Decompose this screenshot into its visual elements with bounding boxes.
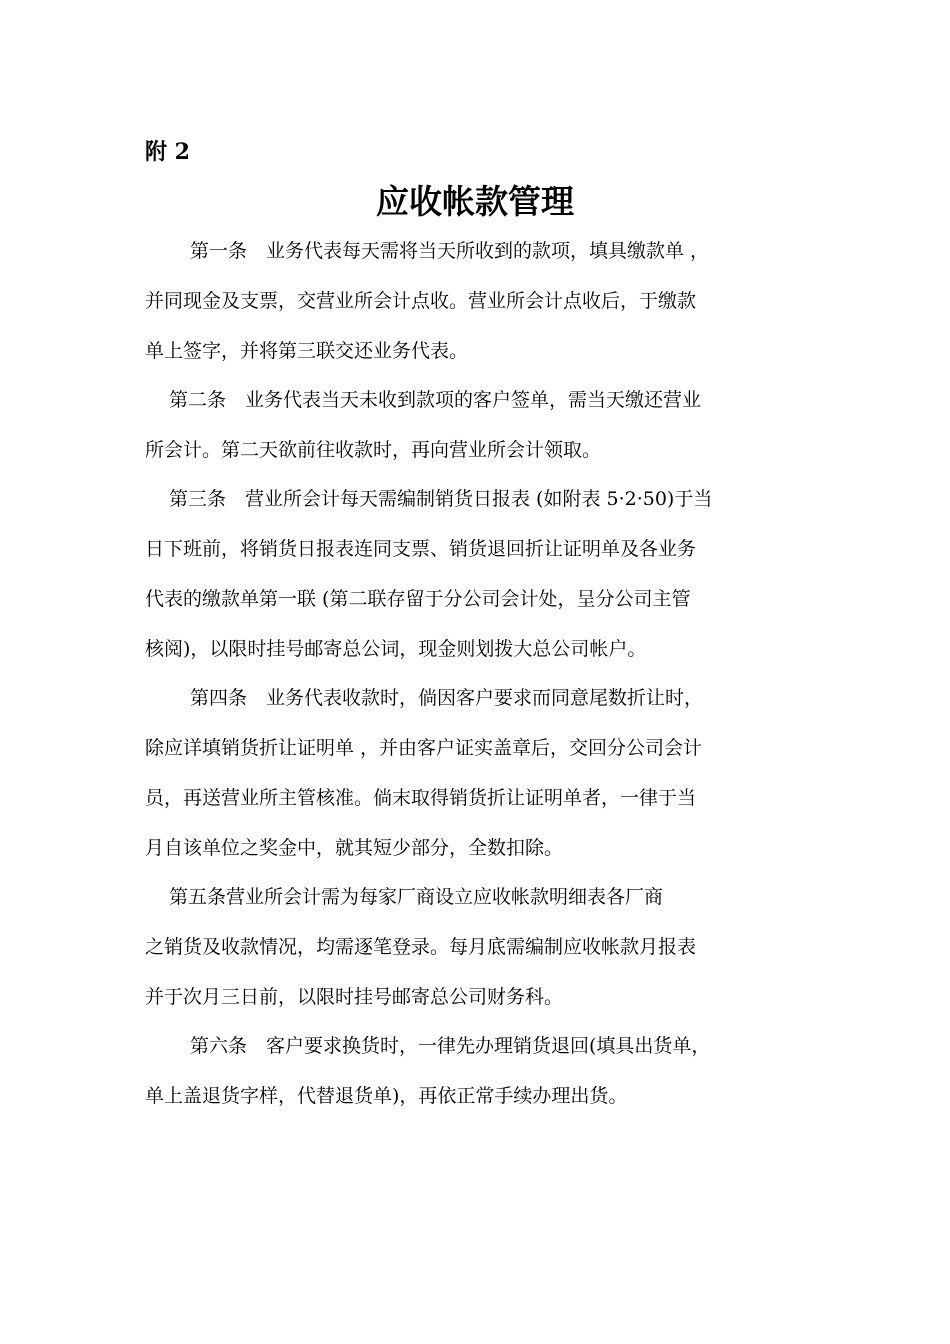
article-4-line-3: 员，再送营业所主管核准。倘末取得销货折让证明单者，一律于当: [145, 787, 697, 809]
annex-label: 附 2: [145, 139, 190, 165]
article-1-line-3: 单上签字，并将第三联交还业务代表。: [145, 340, 469, 362]
article-1-line-1: 第一条 业务代表每天需将当天所收到的款项，填具缴款单 ，: [190, 240, 710, 262]
article-3-line-3: 代表的缴款单第一联 (第二联存留于分公司会计处，呈分公司主管: [145, 588, 691, 610]
document-title: 应收帐款管理: [376, 182, 574, 221]
article-3-line-1: 第三条 营业所会计每天需编制销货日报表 (如附表 5·2·50)于当: [169, 488, 713, 510]
article-2-line-2: 所会计。第二天欲前往收款时，再向营业所会计领取。: [145, 439, 602, 461]
article-4-line-1: 第四条 业务代表收款时，倘因客户要求而同意尾数折让时，: [190, 687, 704, 709]
article-6-line-1: 第六条 客户要求换货时，一律先办理销货退回(填具出货单，: [190, 1035, 711, 1057]
article-5-line-1: 第五条营业所会计需为每家厂商设立应收帐款明细表各厂商: [169, 886, 664, 908]
article-6-line-2: 单上盖退货字样，代替退货单)，再依正常手续办理出货。: [145, 1085, 628, 1107]
article-1-line-2: 并同现金及支票，交营业所会计点收。营业所会计点收后，于缴款: [145, 290, 697, 312]
article-2-line-1: 第二条 业务代表当天未收到款项的客户签单，需当天缴还营业: [169, 389, 702, 411]
article-3-line-2: 日下班前，将销货日报表连同支票、销货退回折让证明单及各业务: [145, 538, 697, 560]
article-4-line-2: 除应详填销货折让证明单 ，并由客户证实盖章后，交回分公司会计: [145, 737, 703, 759]
article-4-line-4: 月自该单位之奖金中，就其短少部分，全数扣除。: [145, 837, 564, 859]
article-5-line-2: 之销货及收款情况，均需逐笔登录。每月底需编制应收帐款月报表: [145, 936, 697, 958]
article-5-line-3: 并于次月三日前，以限时挂号邮寄总公司财务科。: [145, 986, 564, 1008]
article-3-line-4: 核阅)，以限时挂号邮寄总公词，现金则划拨大总公司帐户。: [145, 638, 647, 660]
